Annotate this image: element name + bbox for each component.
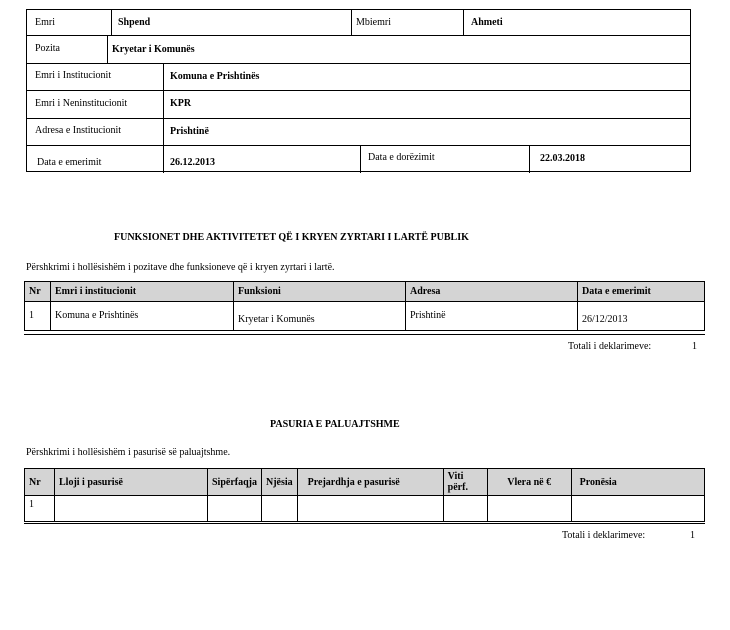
neninstitucioni-label: Emri i Neninstitucionit	[35, 98, 128, 109]
cell-institucioni: Komuna e Prishtinës	[51, 302, 234, 331]
cell-njesia	[262, 496, 298, 522]
column-header: Nr	[25, 469, 55, 496]
row-divider	[27, 90, 690, 91]
funksionet-total-label: Totali i deklarimeve:	[568, 341, 652, 352]
table-row	[25, 302, 705, 331]
emri-value: Shpend	[118, 17, 151, 28]
adresa-value: Prishtinë	[170, 126, 209, 137]
column-header: Emri i institucionit	[51, 282, 234, 302]
table-bottom-rule	[24, 523, 705, 524]
column-header: Sipërfaqja	[208, 469, 262, 496]
cell-pronesia	[571, 496, 704, 522]
cell-funksioni: Kryetar i Komunës	[234, 302, 406, 331]
mbiemri-value: Ahmeti	[471, 17, 503, 28]
pasuria-table	[24, 468, 705, 522]
table-row	[25, 496, 705, 522]
adresa-label: Adresa e Institucionit	[35, 125, 122, 136]
institucioni-label: Emri i Institucionit	[35, 70, 112, 81]
table-header-row	[25, 282, 705, 302]
funksionet-description: Përshkrimi i hollësishëm i pozitave dhe funksioneve që i kryen zyrtari i lartë.	[26, 262, 335, 273]
pasuria-total-label: Totali i deklarimeve:	[562, 530, 646, 541]
cell-data: 26/12/2013	[578, 302, 705, 331]
personal-info-table	[26, 9, 691, 172]
institucioni-value: Komuna e Prishtinës	[170, 71, 260, 82]
row-divider	[27, 63, 690, 64]
cell-vlera	[487, 496, 571, 522]
cell-viti	[443, 496, 487, 522]
row-divider	[27, 118, 690, 119]
pozita-label: Pozita	[35, 43, 60, 54]
column-header: Lloji i pasurisë	[55, 469, 208, 496]
row-divider	[27, 145, 690, 146]
column-header: Funksioni	[234, 282, 406, 302]
cell-lloji	[55, 496, 208, 522]
column-header: Adresa	[406, 282, 578, 302]
row-divider	[27, 35, 690, 36]
emri-label: Emri	[35, 17, 55, 28]
data-dorezimit-label: Data e dorëzimit	[368, 152, 435, 163]
mbiemri-label: Mbiemri	[356, 17, 391, 28]
table-bottom-rule	[24, 334, 705, 335]
column-header: Viti përf.	[443, 469, 487, 496]
column-header: Njësia	[262, 469, 298, 496]
funksionet-heading: FUNKSIONET DHE AKTIVITETET QË I KRYEN ZYRTARI I LARTË PUBLIK	[114, 232, 469, 243]
column-header: Nr	[25, 282, 51, 302]
pozita-value: Kryetar i Komunës	[112, 44, 195, 55]
cell-nr: 1	[25, 496, 55, 522]
funksionet-total-value: 1	[692, 341, 697, 352]
data-emerimit-label: Data e emerimit	[37, 157, 102, 168]
funksionet-table	[24, 281, 705, 331]
column-header: Vlera në €	[487, 469, 571, 496]
column-header: Data e emerimit	[578, 282, 705, 302]
data-dorezimit-value: 22.03.2018	[540, 153, 585, 164]
pasuria-description: Përshkrimi i hollësishëm i pasurisë së paluajtshme.	[26, 447, 231, 458]
pasuria-heading: PASURIA E PALUAJTSHME	[270, 419, 400, 430]
cell-adresa: Prishtinë	[406, 302, 578, 331]
column-header: Prejardhja e pasurisë	[297, 469, 443, 496]
cell-nr: 1	[25, 302, 51, 331]
neninstitucioni-value: KPR	[170, 98, 192, 109]
cell-prejardhja	[297, 496, 443, 522]
pasuria-total-value: 1	[690, 530, 695, 541]
column-header: Pronësia	[571, 469, 704, 496]
cell-siperfaqja	[208, 496, 262, 522]
table-header-row	[25, 469, 705, 496]
data-emerimit-value: 26.12.2013	[170, 157, 215, 168]
